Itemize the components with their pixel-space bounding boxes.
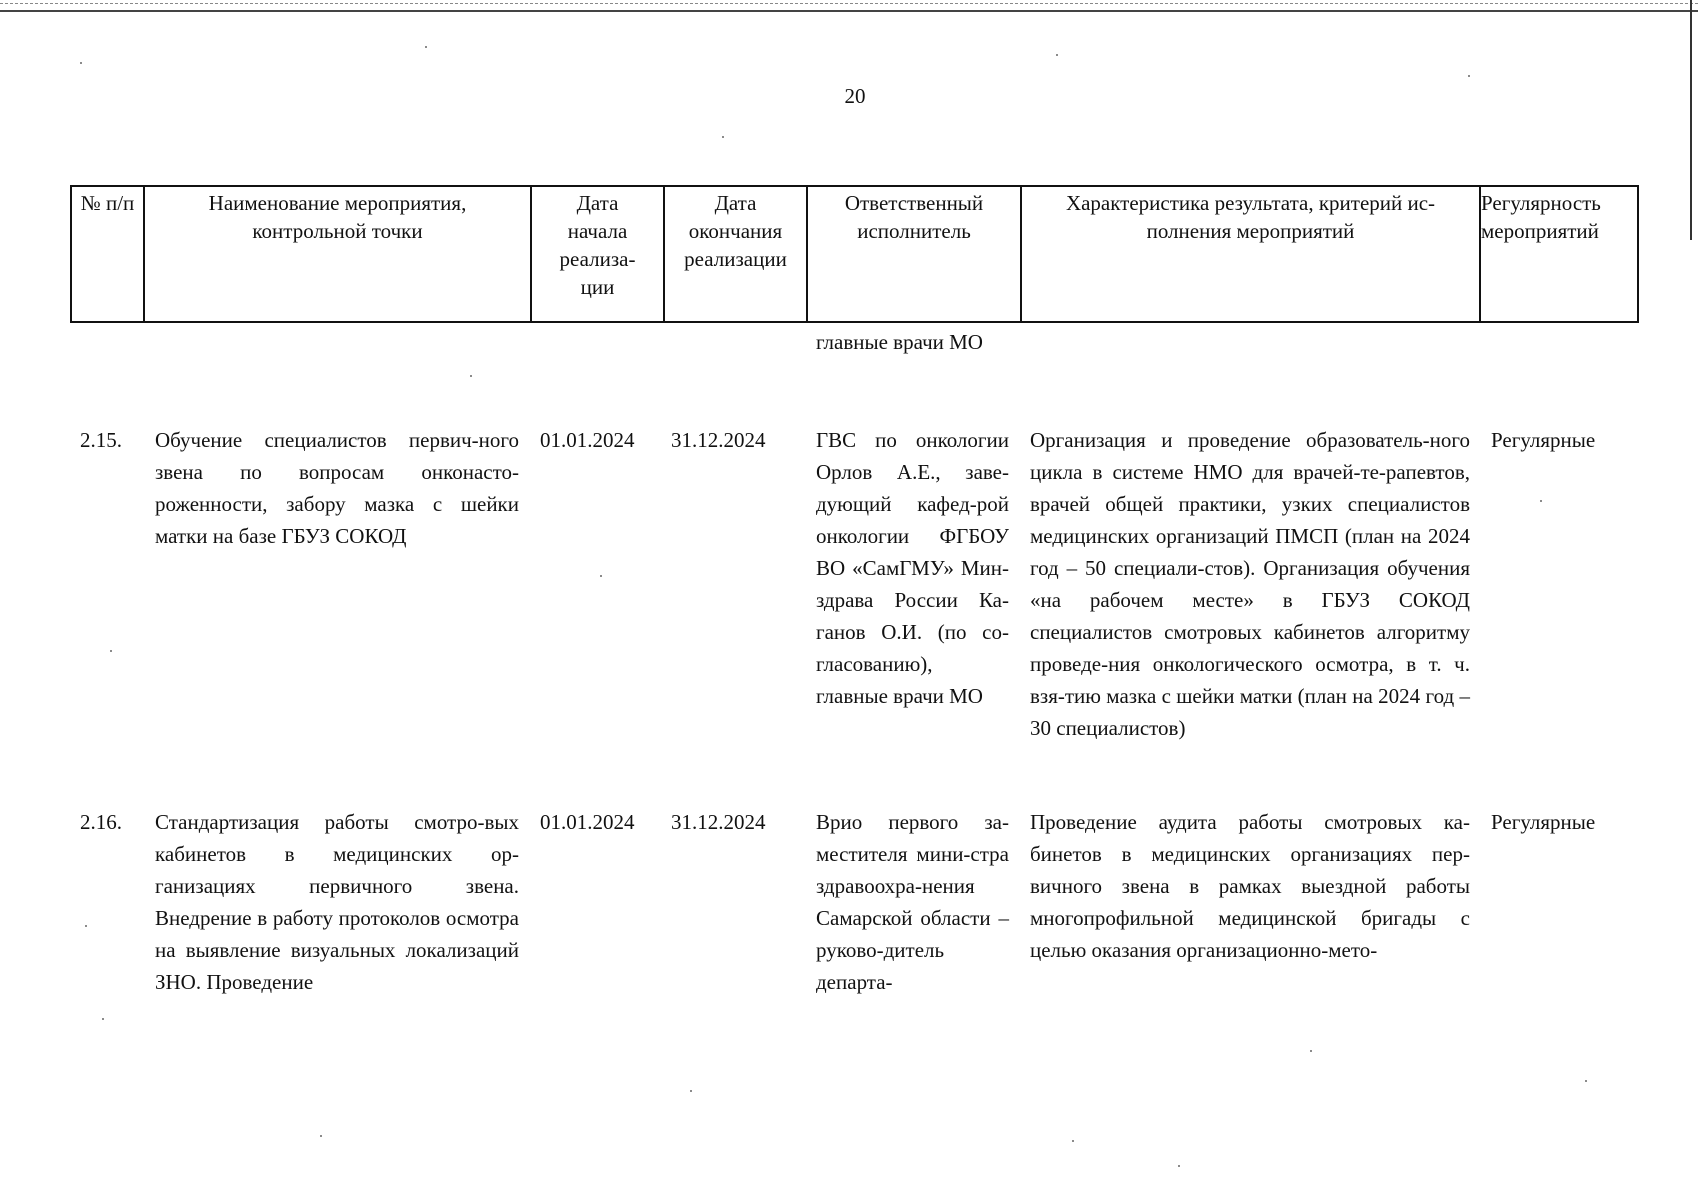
row-responsible: Врио первого за-местителя мини-стра здравоохра-нения Самарской области – руково-дитель департа- [816,810,1009,994]
row-characteristic: Проведение аудита работы смотровых ка-бинетов в медицинских организациях пер-вичного звена в рамках выездной работы многопрофильной медицинской бригады с целью оказания организационно-мето- [1030,810,1470,962]
scan-speck [102,1018,104,1020]
scan-speck [1540,500,1542,502]
row-num: 2.16. [80,810,122,834]
header-end: Дата окончания реализации [664,186,807,322]
row-name: Стандартизация работы смотро-вых кабинетов в медицинских ор-ганизациях первичного звена. Внедрение в работу протоколов осмотра на выявление визуальных локализаций ЗНО. Проведение [155,810,519,994]
row-regularity: Регулярные [1491,428,1596,452]
header-regularity: Регулярность мероприятий [1480,186,1638,322]
scan-speck [85,925,87,927]
row-num: 2.15. [80,428,122,452]
scan-edge-top [0,0,1698,12]
header-characteristic: Характеристика результата, критерий ис-полнения мероприятий [1021,186,1480,322]
continuation-responsible: главные врачи МО [816,330,983,354]
scan-speck [600,575,602,577]
row-regularity: Регулярные [1491,810,1596,834]
scan-speck [690,1090,692,1092]
scan-speck [1585,1080,1587,1082]
page-number: 20 [844,84,866,108]
header-responsible: Ответственный исполнитель [807,186,1021,322]
header-name: Наименование мероприятия, контрольной точки [144,186,531,322]
header-num: № п/п [71,186,144,322]
scan-speck [80,62,82,64]
row-responsible: ГВС по онкологии Орлов А.Е., заве-дующий кафед-рой онкологии ФГБОУ ВО «СамГМУ» Мин-здрава России Ка-ганов О.И. (по со-гласованию), главные врачи МО [816,428,1009,708]
scan-speck [1178,1165,1180,1167]
scan-speck [1072,1140,1074,1142]
row-end-date: 31.12.2024 [671,428,766,452]
table-header [70,185,1639,323]
scan-speck [1056,54,1058,56]
row-end-date: 31.12.2024 [671,810,766,834]
scan-speck [110,650,112,652]
scan-speck [320,1135,322,1137]
row-start-date: 01.01.2024 [540,428,635,452]
scan-speck [425,46,427,48]
scan-speck [1468,75,1470,77]
scan-speck [470,375,472,377]
header-start: Дата начала реализа-ции [531,186,664,322]
row-start-date: 01.01.2024 [540,810,635,834]
row-name: Обучение специалистов первич-ного звена по вопросам онконасто-роженности, забору мазка с шейки матки на базе ГБУЗ СОКОД [155,428,519,548]
scan-edge-right [1690,0,1692,240]
scan-speck [722,136,724,138]
scan-speck [1310,1050,1312,1052]
row-characteristic: Организация и проведение образователь-ного цикла в системе НМО для врачей-те-рапевтов, врачей общей практики, узких специалистов медицинских организаций ПМСП (план на 2024 год – 50 специали-стов). Организация обучения «на рабочем месте» в ГБУЗ СОКОД специалистов смотровых кабинетов алгоритму проведе-ния онкологического осмотра, в т. ч. взя-тию мазка с шейки матки (план на 2024 год – 30 специалистов) [1030,428,1470,740]
